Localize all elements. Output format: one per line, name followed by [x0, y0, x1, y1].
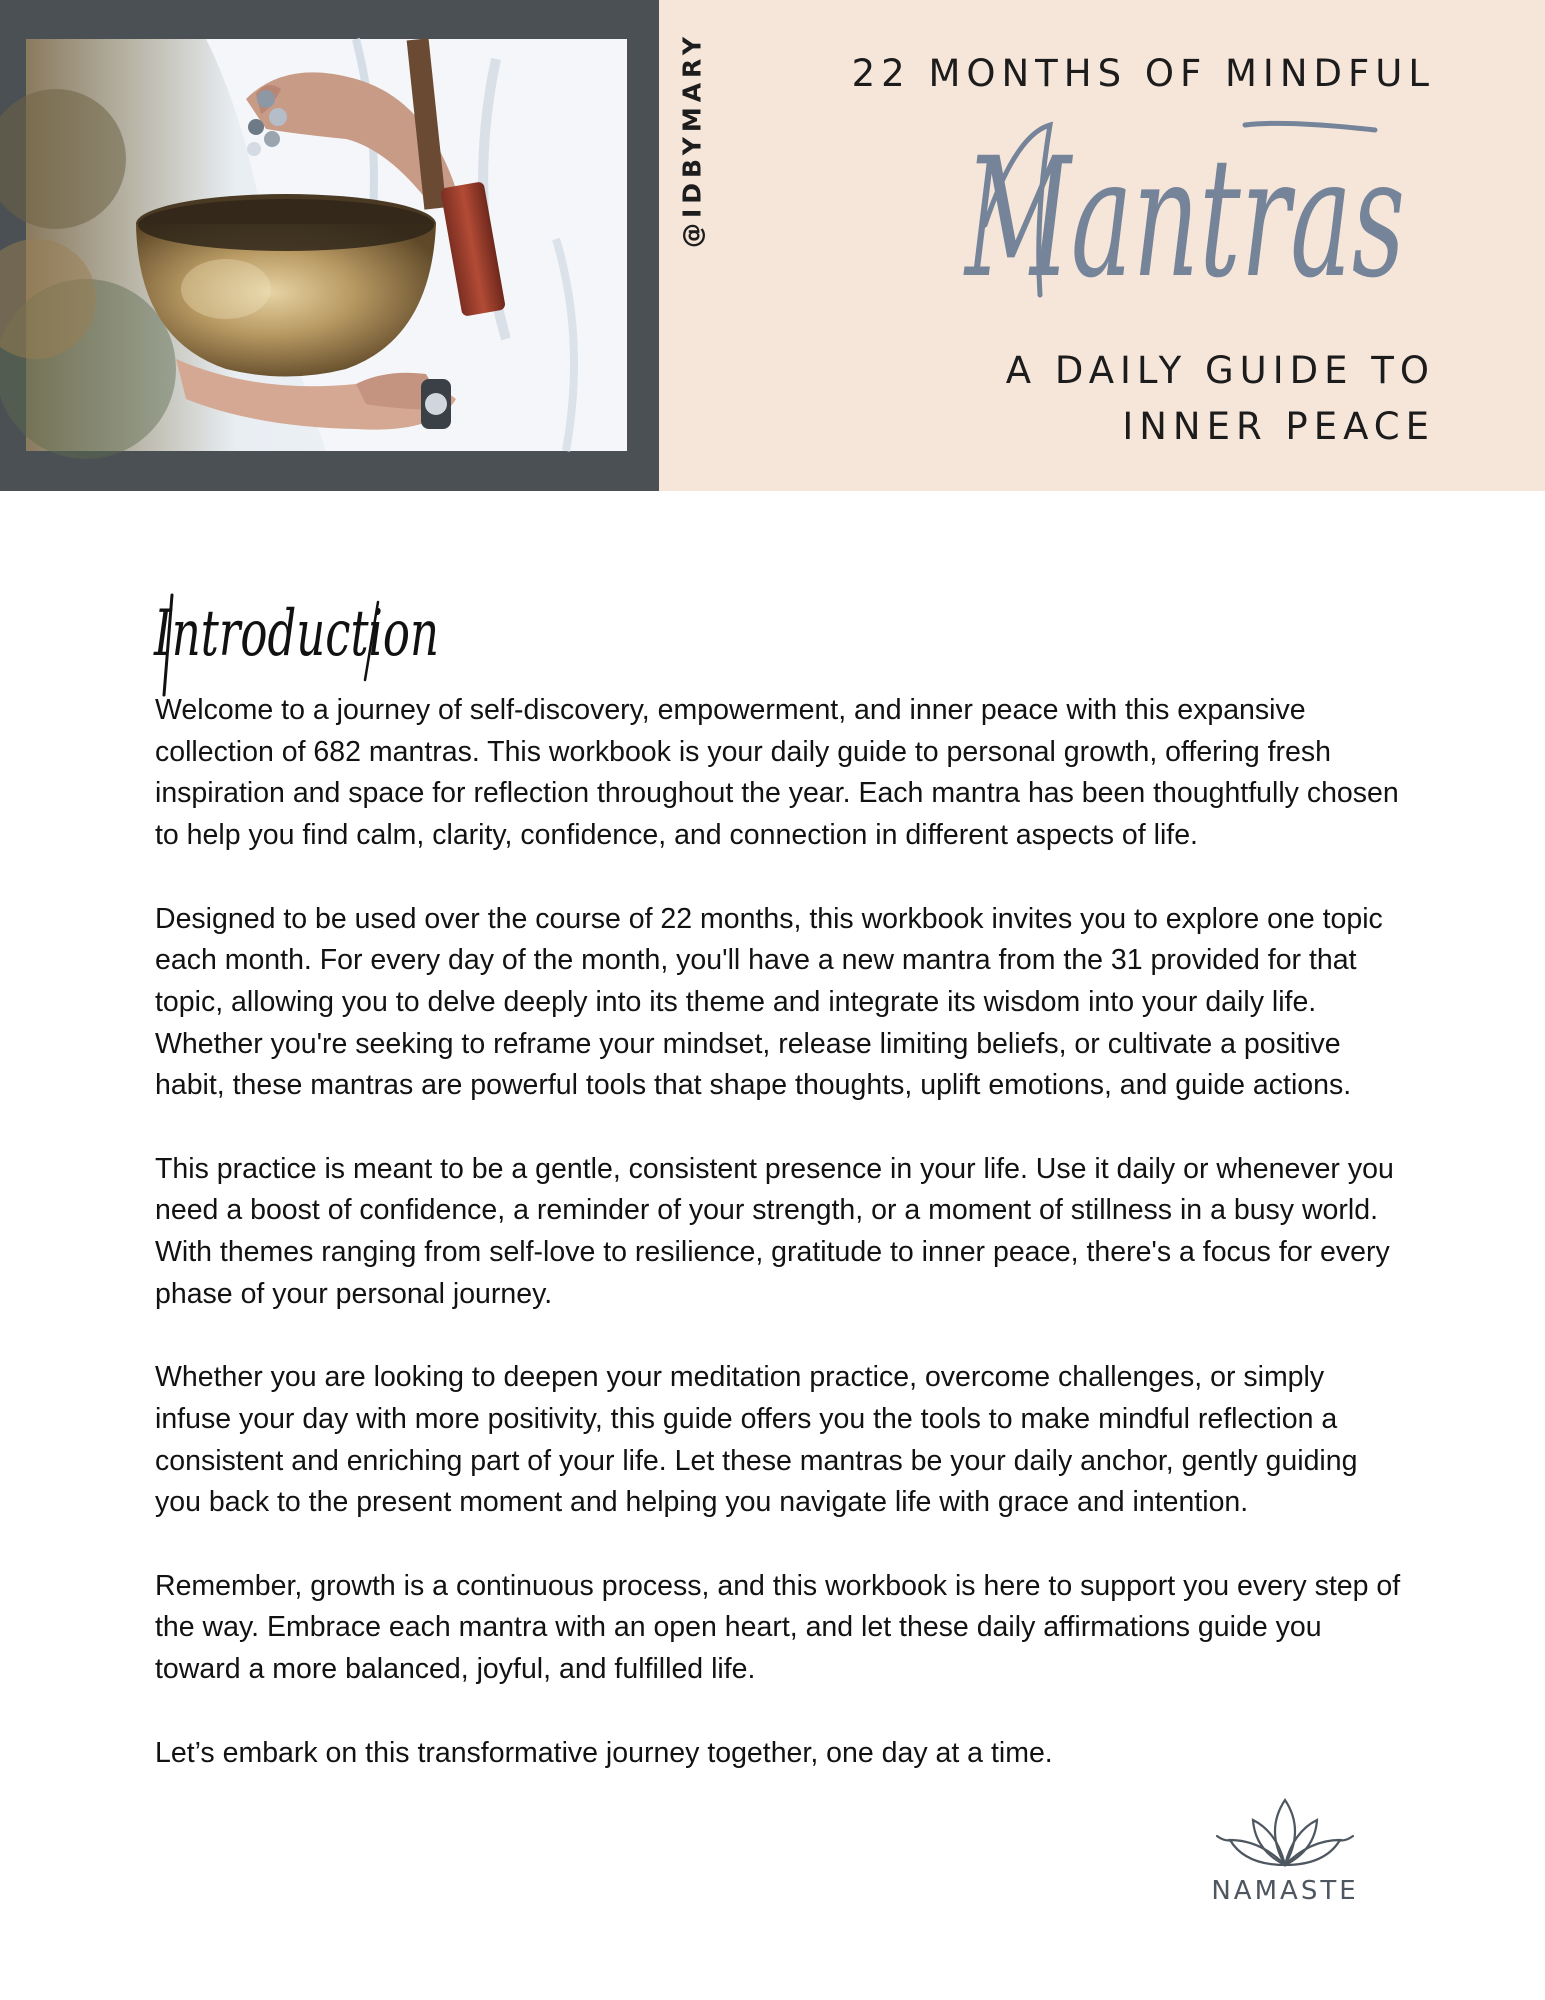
- title-subtitle: [1006, 343, 1435, 455]
- svg-text:Introduction: Introduction: [153, 597, 439, 671]
- intro-paragraph-2: Designed to be used over the course of 22 months, this workbook invites you to explore one topic each month. For every day of the month, you'll have a new mantra from the 31 provided for that topic, allowing you to delve deeply into its theme and integrate its wisdom into your daily life. Whether you're seeking to reframe your mindset, release limiting beliefs, or cultivate a positive habit, these mantras are powerful tools that shape thoughts, uplift emotions, and guide actions.: [155, 902, 1383, 1102]
- singing-bowl-photo: [26, 39, 627, 451]
- subtitle-line-1: A DAILY GUIDE TO: [1005, 349, 1435, 392]
- svg-text:Mantras: Mantras: [963, 122, 1405, 314]
- photo-frame: [0, 0, 659, 491]
- introduction-body: [155, 690, 1405, 1816]
- introduction-heading: [150, 570, 450, 700]
- intro-paragraph-6: Let’s embark on this transformative journey together, one day at a time.: [155, 1736, 1053, 1769]
- intro-paragraph-3: This practice is meant to be a gentle, consistent presence in your life. Use it daily or whenever you need a boost of confidence, a reminder of your strength, or a moment of stillness in a busy world. With themes ranging from self-love to resilience, gratitude to inner peace, there's a focus for every phase of your personal journey.: [155, 1152, 1394, 1310]
- singing-bowl-illustration: [26, 39, 627, 451]
- intro-paragraph-5: Remember, growth is a continuous process, and this workbook is here to support you every step of the way. Embrace each mantra with an open heart, and let these daily affirmations guide you toward a more balanced, joyful, and fulfilled life.: [155, 1569, 1401, 1686]
- intro-paragraph-4: Whether you are looking to deepen your meditation practice, overcome challenges, or simply infuse your day with more positivity, this guide offers you the tools to make mindful reflection a consistent and enriching part of your life. Let these mantras be your daily anchor, gently guiding you back to the present moment and helping you navigate life with grace and intention.: [155, 1361, 1358, 1519]
- social-handle: @IDBYMARY: [677, 31, 707, 249]
- title-top-line: 22 MONTHS OF MINDFUL: [851, 52, 1435, 95]
- subtitle-line-2: INNER PEACE: [1122, 405, 1435, 448]
- cover-header: [0, 0, 1545, 491]
- intro-paragraph-1: Welcome to a journey of self-discovery, empowerment, and inner peace with this expansive collection of 682 mantras. This workbook is your daily guide to personal growth, offering fresh inspiration and space for reflection throughout the year. Each mantra has been thoughtfully chosen to help you find calm, clarity, confidence, and connection in different aspects of life.: [155, 694, 1399, 852]
- script-title-mantras: [955, 95, 1425, 330]
- namaste-label: NAMASTE: [1211, 1876, 1359, 1906]
